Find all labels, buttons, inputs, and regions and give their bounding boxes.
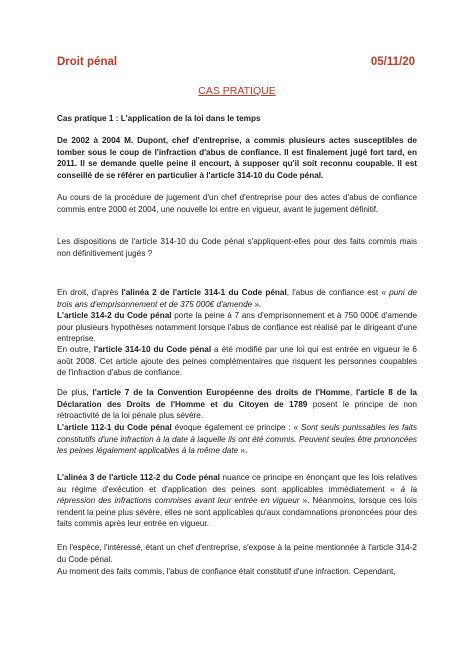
paragraph-112-2 — [57, 472, 417, 530]
facts-paragraph: De 2002 à 2004 M. Dupont, chef d'entreprise, a commis plusieurs actes susceptibles de tomber sous le coup de l'infraction d'abus de confiance. Il est finalement jugé fort tard, en 2011. Il se demande quelle peine il encourt, à supposer qu'il soit reconnu coupable. Il est conseillé de se référer en particulier à l'article 314-10 du Code pénal. — [57, 136, 417, 180]
text: En outre, — [57, 345, 94, 354]
article-reference: L'article 112-1 du Code pénal — [57, 423, 172, 432]
quotation: Sont seuls punissables les faits constitutifs d'une infraction à la date à laquelle ils ont été commis. Peuvent seules être prononcées les peines légalement applicables à la même date — [57, 423, 418, 456]
text: , — [349, 388, 357, 397]
text: ». Néanmoins, lorsque ces lois rendent la peine plus sévère, elles ne sont applicables qu'aux condamnations prononcées pour des faits commis après leur entrée en vigueur. — [57, 496, 417, 529]
text: évoque également ce principe : « — [171, 423, 301, 432]
header — [57, 56, 415, 70]
text: ». — [252, 299, 262, 309]
paragraph-314-1 — [57, 287, 417, 310]
paragraph-314-2 — [57, 310, 417, 345]
summary-paragraph: Au cours de la procédure de jugement d'un chef d'entreprise pour des actes d'abus de confiance commis entre 2000 et 2004, une nouvelle loi entre en vigueur, avant le jugement définitif. — [57, 193, 417, 214]
article-reference: l'article 8 de la Déclaration des Droits de l'Homme et du Citoyen de 1789 — [57, 388, 417, 409]
text: posent le principe de non rétroactivité de la loi pénale plus sévère. — [57, 399, 417, 421]
application-paragraph: En l'espèce, l'intéressé, étant un chef d'entreprise, s'expose à la peine mentionnée à l'article 314-2 du Code pénal. — [57, 543, 417, 564]
quotation: à la répression des infractions commises avant leur entrée en vigueur — [57, 484, 417, 506]
article-reference: l'alinéa 2 de l'article 314-1 du Code pénal — [121, 288, 287, 297]
paragraph-cedh-ddhc — [57, 387, 417, 422]
paragraph-112-1 — [57, 422, 417, 457]
page-title: CAS PRATIQUE — [198, 85, 276, 97]
article-reference: l'article 7 de la Convention Européenne des droits de l'Homme — [92, 388, 350, 397]
text: En droit, d'après — [57, 288, 122, 297]
exercise-subtitle: Cas pratique 1 : L'application de la loi dans le temps — [57, 114, 261, 123]
conclusion-paragraph: Au moment des faits commis, l'abus de confiance était constitutif d'une infraction. Cependant, — [57, 567, 396, 576]
legal-question: Les dispositions de l'article 314-10 du Code pénal s'appliquent-elles pour des faits commis mais non définitivement jugés ? — [57, 237, 417, 258]
text: nuance ce principe en énonçant que les lois relatives au régime d'exécution et d'application des peines sont applicables immédiatement « — [57, 473, 417, 494]
article-reference: l'article 314-10 du Code pénal — [93, 345, 212, 354]
document-date: 05/11/20 — [370, 56, 415, 68]
course-title: Droit pénal — [57, 56, 118, 68]
article-reference: L'alinéa 3 de l'article 112-2 du Code pénal — [57, 473, 220, 482]
text: De plus, — [57, 388, 93, 397]
text: , l'abus de confiance est « — [286, 288, 390, 297]
text: a été modifié par une loi qui est entrée en vigueur le 6 août 2008. Cet article ajoute des peines complémentaires que risquent les personnes coupables de l'infraction d'abus de confiance. — [57, 345, 417, 378]
text: ». — [238, 446, 248, 456]
paragraph-314-10 — [57, 344, 417, 379]
article-reference: L'article 314-2 du Code pénal — [57, 311, 172, 320]
quotation: puni de trois ans d'emprisonnement et de 375 000€ d'amende — [57, 288, 417, 309]
text: porte la peine à 7 ans d'emprisonnement et à 750 000€ d'amende pour plusieurs hypothèses notamment lorsque l'abus de confiance est réalisé par le dirigeant d'une entreprise. — [57, 311, 418, 344]
